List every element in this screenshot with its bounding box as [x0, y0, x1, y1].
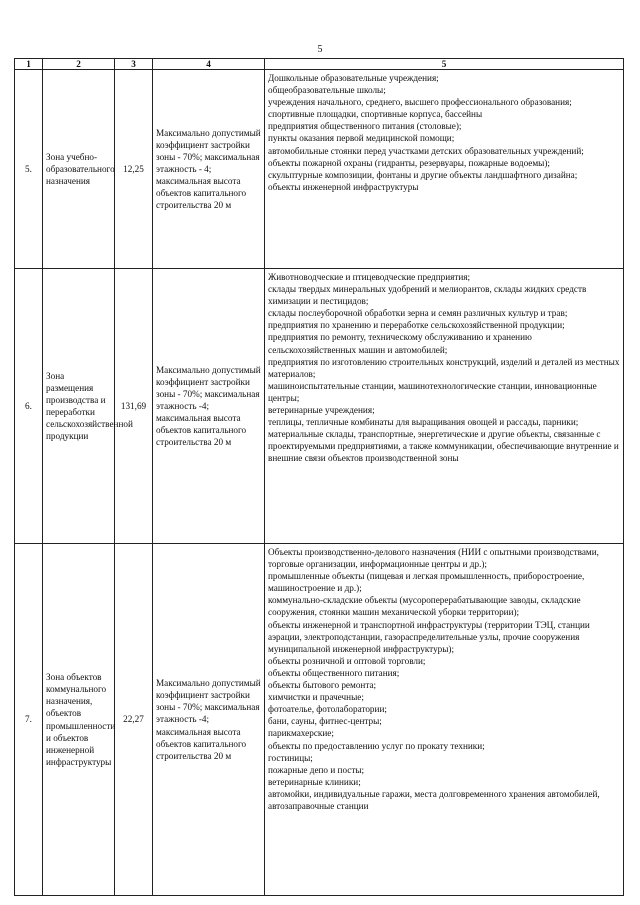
list-item: химчистки и прачечные; — [268, 692, 364, 703]
list-item: учреждения начального, среднего, высшего профессионального образования; — [268, 97, 572, 108]
list-item: объекты розничной и оптовой торговли; — [268, 655, 426, 666]
page-number: 5 — [317, 44, 323, 55]
zone-name: Зона размещения производства и переработки сельскохозяйственной продукции — [43, 269, 115, 544]
list-item: предприятия по изготовлению строительных конструкций, изделий и деталей из местных материалов; — [268, 356, 620, 379]
list-item: коммунально-складские объекты (мусороперерабатывающие заводы, складские сооружения, стоянки машин механической уборки территории); — [268, 595, 581, 618]
table-row — [15, 269, 624, 544]
zone-area: 22,27 — [115, 544, 153, 896]
zone-name: Зона учебно-образовательного назначения — [43, 70, 115, 269]
column-header: 2 — [43, 59, 115, 70]
list-item: ветеринарные клиники; — [268, 776, 361, 787]
list-item: склады послеуборочной обработки зерна и семян различных культур и трав; — [268, 308, 568, 319]
column-header: 1 — [15, 59, 43, 70]
list-item: фотоателье, фотолаборатории; — [268, 704, 387, 715]
list-item: автомобильные стоянки перед участками детских образовательных учреждений; — [268, 145, 584, 156]
list-item: Дошкольные образовательные учреждения; — [268, 73, 439, 83]
list-item: общеобразовательные школы; — [268, 85, 386, 96]
zone-parameters: Максимально допустимый коэффициент застройки зоны - 70%; максимальная этажность -4; максимальная высота объектов капитального строительства 20 м — [153, 544, 265, 896]
table-row — [15, 544, 624, 896]
zone-uses — [265, 269, 624, 544]
list-item: теплицы, тепличные комбинаты для выращивания овощей и рассады, парники; — [268, 417, 579, 428]
list-item: Объекты производственно-делового назначения (НИИ с опытными производствами, торговые организации, информационные центры и др.); — [268, 547, 599, 570]
list-item: пункты оказания первой медицинской помощи; — [268, 133, 455, 144]
list-item: объекты общественного питания; — [268, 667, 400, 678]
zone-number: 5. — [15, 70, 43, 269]
zone-parameters: Максимально допустимый коэффициент застройки зоны - 70%; максимальная этажность -4; максимальная высота объектов капитального строительства 20 м — [153, 269, 265, 544]
zone-area: 131,69 — [115, 269, 153, 544]
list-item: объекты пожарной охраны (гидранты, резервуары, пожарные водоемы); — [268, 157, 550, 168]
table-header-row — [15, 59, 624, 70]
zone-uses — [265, 70, 624, 269]
zone-number: 7. — [15, 544, 43, 896]
list-item: скульптурные композиции, фонтаны и другие объекты ландшафтного дизайна; — [268, 169, 578, 180]
list-item: предприятия по ремонту, техническому обслуживанию и хранению сельскохозяйственных машин и автомобилей; — [268, 332, 532, 355]
list-item: объекты инженерной инфраструктуры — [268, 181, 419, 192]
list-item: пожарные депо и посты; — [268, 764, 365, 775]
list-item: склады твердых минеральных удобрений и мелиорантов, склады жидких средств химизации и пестицидов; — [268, 284, 587, 307]
list-item: гостиницы; — [268, 752, 313, 763]
zone-uses — [265, 544, 624, 896]
list-item: объекты по предоставлению услуг по прокату техники; — [268, 740, 485, 751]
zone-name: Зона объектов коммунального назначения, объектов промышленности и объектов инженерной инфраструктуры — [43, 544, 115, 896]
list-item: промышленные объекты (пищевая и легкая промышленность, приборостроение, машиностроение и др.); — [268, 571, 585, 594]
list-item: материальные склады, транспортные, энергетические и другие объекты, связанные с проектируемыми предприятиями, а также коммуникации, обеспечивающие внутренние и внешние связи объектов производственной зоны — [268, 429, 619, 464]
list-item: предприятия общественного питания (столовые); — [268, 121, 462, 132]
list-item: бани, сауны, фитнес-центры; — [268, 716, 382, 727]
column-header: 3 — [115, 59, 153, 70]
table-row — [15, 70, 624, 269]
column-header: 5 — [265, 59, 624, 70]
list-item: объекты инженерной и транспортной инфраструктуры (территории ТЭЦ, станции аэрации, электроподстанции, газораспределительные узлы, прочие сооружения муниципальной инженерной инфраструктуры); — [268, 619, 590, 654]
list-item: ветеринарные учреждения; — [268, 405, 375, 416]
list-item: объекты бытового ремонта; — [268, 680, 377, 691]
list-item: спортивные площадки, спортивные корпуса, бассейны — [268, 109, 483, 120]
list-item: автомойки, индивидуальные гаражи, места долговременного хранения автомобилей, автозаправочные станции — [268, 788, 600, 811]
zone-area: 12,25 — [115, 70, 153, 269]
list-item: Животноводческие и птицеводческие предприятия; — [268, 272, 471, 282]
zone-parameters: Максимально допустимый коэффициент застройки зоны - 70%; максимальная этажность - 4; максимальная высота объектов капитального строительства 20 м — [153, 70, 265, 269]
zone-number: 6. — [15, 269, 43, 544]
list-item: машиноиспытательные станции, машинотехнологические станции, инновационные центры; — [268, 380, 597, 403]
column-header: 4 — [153, 59, 265, 70]
list-item: парикмахерские; — [268, 728, 334, 739]
list-item: предприятия по хранению и переработке сельскохозяйственной продукции; — [268, 320, 565, 331]
zones-table — [14, 58, 624, 896]
